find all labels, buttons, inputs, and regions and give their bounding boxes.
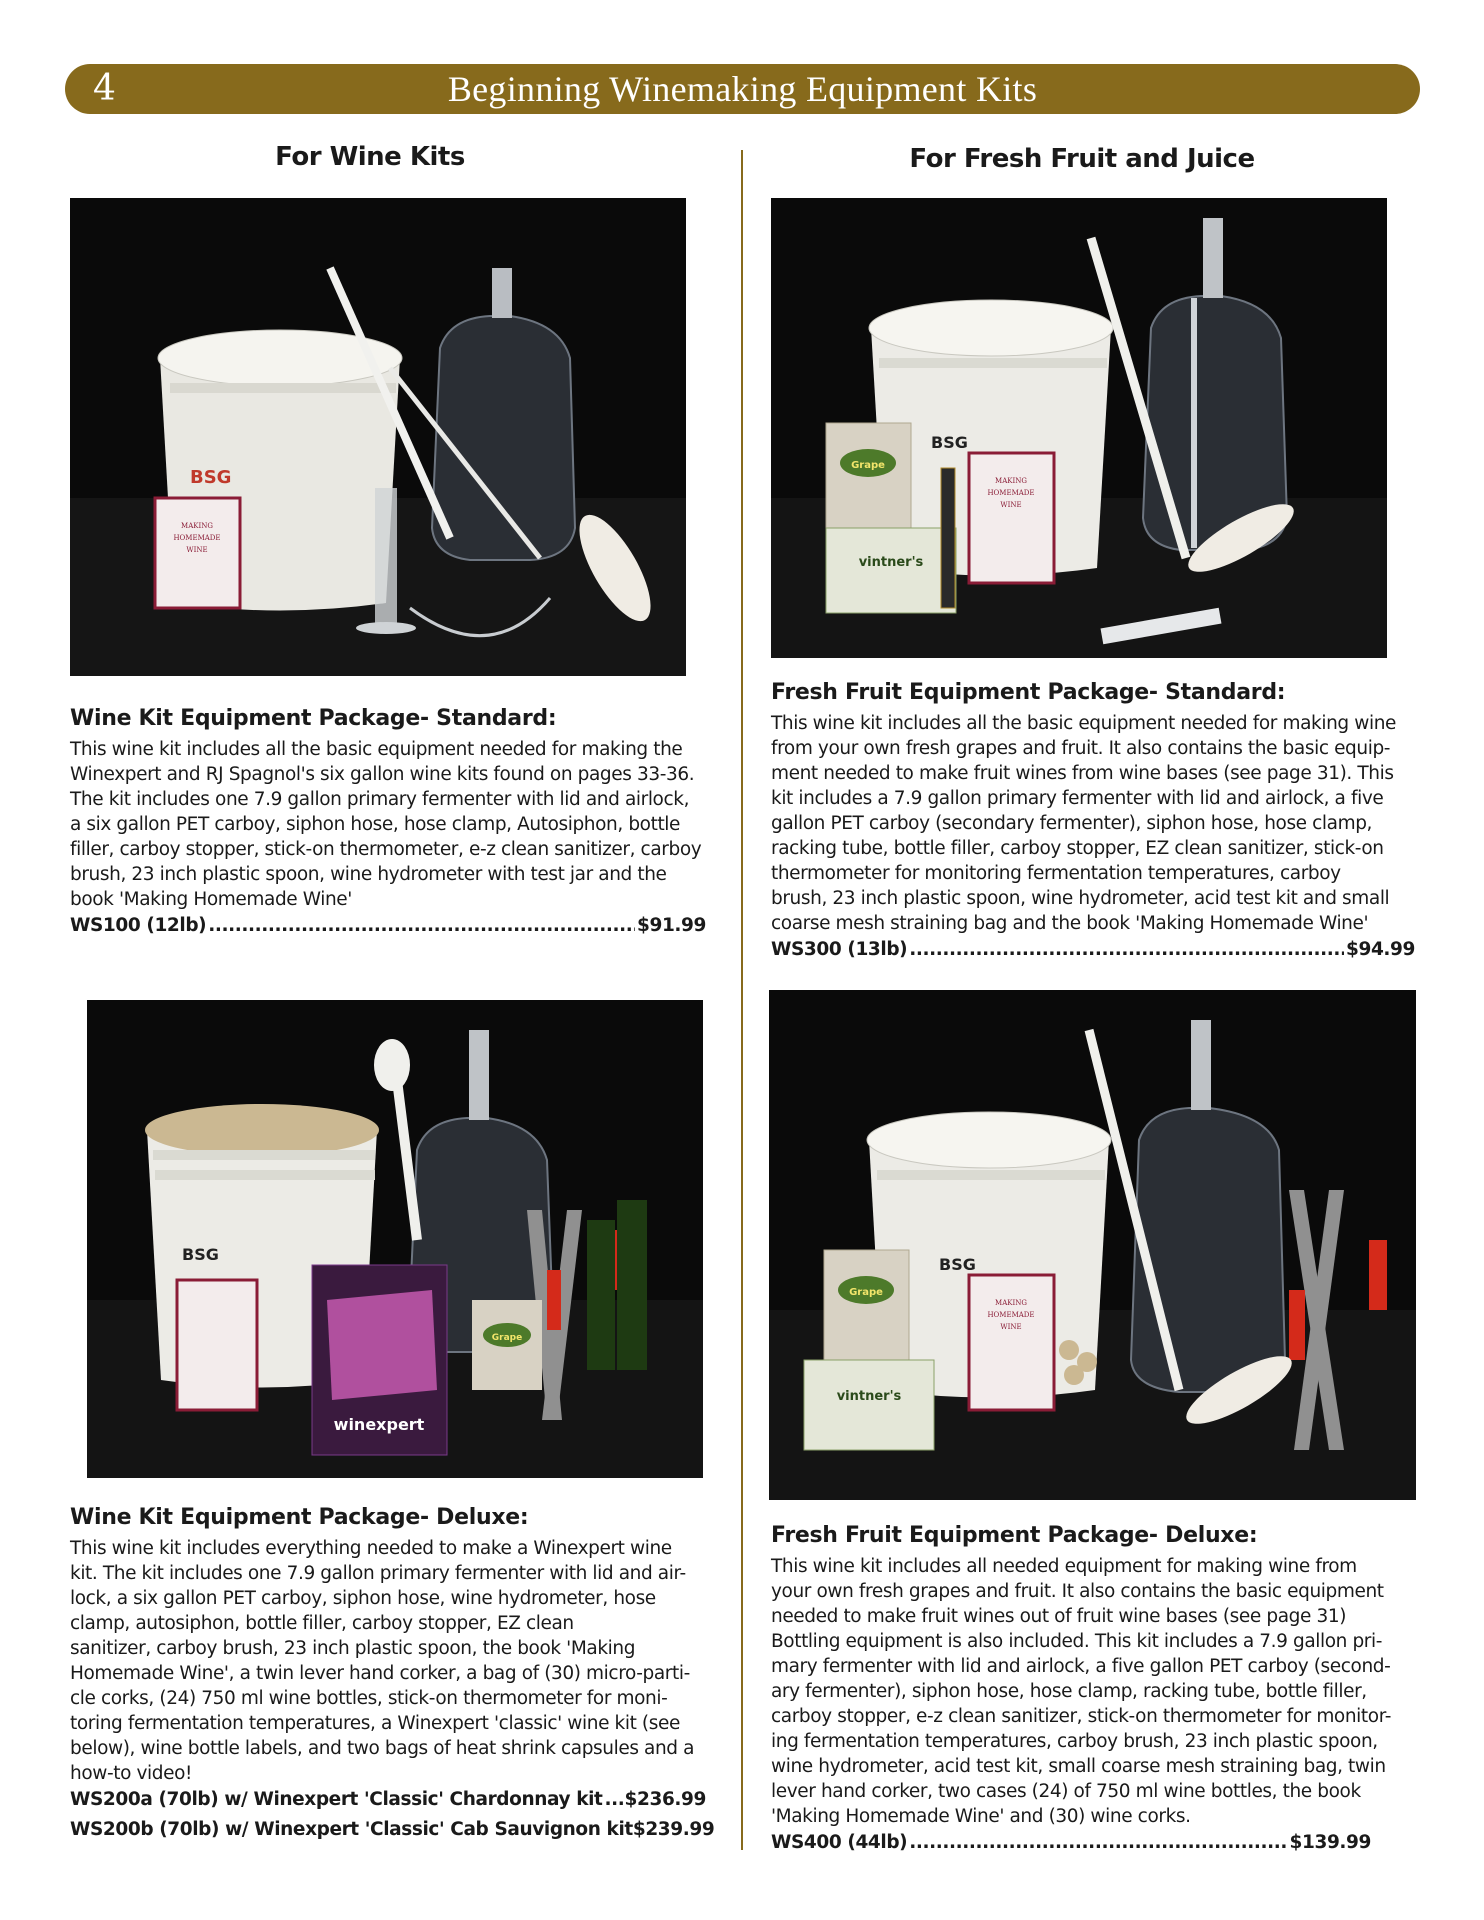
ws300-line: coarse mesh straining bag and the book 'Making Homemade Wine' — [771, 913, 1369, 934]
ws200-bucket-label: BSG — [182, 1245, 219, 1264]
ws300-bucket-label: BSG — [931, 433, 968, 452]
sku-code: WS300 (13lb) — [771, 939, 908, 960]
sku-code: WS200b (70lb) w/ Winexpert 'Classic' Cab Sauvignon kit — [70, 1819, 633, 1840]
ws200-line: cle corks, (24) 750 ml wine bottles, stick-on thermometer for moni- — [70, 1688, 668, 1709]
ws400-title: Fresh Fruit Equipment Package- Deluxe: — [771, 1523, 1258, 1548]
ws400-product-photo — [769, 990, 1416, 1500]
ws100-product — [70, 706, 720, 940]
ws200-title: Wine Kit Equipment Package- Deluxe: — [70, 1505, 529, 1530]
ws400-line: Bottling equipment is also included. This kit includes a 7.9 gallon pri- — [771, 1631, 1383, 1652]
ws400-line: mary fermenter with lid and airlock, a five gallon PET carboy (second- — [771, 1656, 1391, 1677]
column-divider — [741, 150, 743, 1850]
ws300-line: kit includes a 7.9 gallon primary fermenter with lid and airlock, a five — [771, 788, 1384, 809]
page-number: 4 — [93, 68, 116, 109]
ws100-line: Winexpert and RJ Spagnol's six gallon wine kits found on pages 33-36. — [70, 764, 695, 785]
ws200-line: This wine kit includes everything needed to make a Winexpert wine — [70, 1538, 672, 1559]
svg-text:MAKING: MAKING — [181, 522, 213, 530]
svg-text:HOMEMADE: HOMEMADE — [987, 489, 1035, 497]
sku-code: WS100 (12lb) — [70, 915, 207, 936]
ws400-line: 'Making Homemade Wine' and (30) wine corks. — [771, 1806, 1191, 1827]
ws200-product-photo — [87, 1000, 703, 1478]
ws100-line: filler, carboy stopper, stick-on thermometer, e-z clean sanitizer, carboy — [70, 839, 702, 860]
ws300-product-photo — [771, 198, 1387, 658]
ws400-bucket-label: BSG — [939, 1255, 976, 1274]
ws100-line: The kit includes one 7.9 gallon primary fermenter with lid and airlock, — [70, 789, 690, 810]
ws300-line: brush, 23 inch plastic spoon, wine hydrometer, acid test kit and small — [771, 888, 1390, 909]
ws400-line: wine hydrometer, acid test kit, small coarse mesh straining bag, twin — [771, 1756, 1386, 1777]
ws100-sku-row — [70, 912, 706, 940]
right-column-heading: For Fresh Fruit and Juice — [909, 144, 1255, 174]
ws400-line: lever hand corker, two cases (24) of 750 ml wine bottles, the book — [771, 1781, 1361, 1802]
ws100-line: a six gallon PET carboy, siphon hose, hose clamp, Autosiphon, bottle — [70, 814, 681, 835]
sku-code: WS400 (44lb) — [771, 1832, 908, 1853]
ws200-line: Homemade Wine', a twin lever hand corker, a bag of (30) micro-parti- — [70, 1663, 690, 1684]
ws300-sku-row — [771, 936, 1415, 964]
ws400-line: your own fresh grapes and fruit. It also contains the basic equipment — [771, 1581, 1384, 1602]
left-column-heading: For Wine Kits — [275, 142, 465, 172]
ws300-line: This wine kit includes all the basic equipment needed for making wine — [771, 713, 1397, 734]
sku-price: $239.99 — [632, 1819, 715, 1840]
svg-text:HOMEMADE: HOMEMADE — [173, 534, 221, 542]
ws400-line: needed to make fruit wines out of fruit wine bases (see page 31) — [771, 1606, 1347, 1627]
ws200-line: toring fermentation temperatures, a Winexpert 'classic' wine kit (see — [70, 1713, 680, 1734]
ws100-description — [70, 737, 720, 912]
ws400-sku-row — [771, 1829, 1371, 1857]
svg-text:WINE: WINE — [186, 546, 208, 554]
dot-leader — [605, 1786, 623, 1814]
ws100-product-photo — [70, 198, 686, 676]
sku-price: $236.99 — [624, 1789, 706, 1810]
sku-price: $91.99 — [637, 915, 706, 936]
ws300-box-label: vintner's — [858, 555, 924, 570]
svg-text:MAKING: MAKING — [995, 1299, 1027, 1307]
ws400-line: ing fermentation temperatures, carboy brush, 23 inch plastic spoon, — [771, 1731, 1378, 1752]
ws300-line: thermometer for monitoring fermentation temperatures, carboy — [771, 863, 1341, 884]
sku-price: $139.99 — [1289, 1832, 1371, 1853]
ws400-line: carboy stopper, e-z clean sanitizer, stick-on thermometer for monitor- — [771, 1706, 1391, 1727]
ws400-description — [771, 1554, 1431, 1829]
ws100-bucket-label: BSG — [190, 467, 232, 488]
ws400-bag-label: Grape — [849, 1287, 883, 1298]
ws400-box-label: vintner's — [836, 1389, 902, 1404]
ws400-line: This wine kit includes all needed equipment for making wine from — [771, 1556, 1357, 1577]
ws200-line: below), wine bottle labels, and two bags of heat shrink capsules and a — [70, 1738, 695, 1759]
svg-text:MAKING: MAKING — [995, 477, 1027, 485]
ws100-line: brush, 23 inch plastic spoon, wine hydrometer with test jar and the — [70, 864, 667, 885]
ws200-line: lock, a six gallon PET carboy, siphon hose, wine hydrometer, hose — [70, 1588, 656, 1609]
ws400-product — [771, 1523, 1431, 1857]
ws200-description — [70, 1536, 730, 1786]
ws300-line: ment needed to make fruit wines from wine bases (see page 31). This — [771, 763, 1394, 784]
page-title: Beginning Winemaking Equipment Kits — [447, 69, 1038, 109]
ws300-line: racking tube, bottle filler, carboy stopper, EZ clean sanitizer, stick-on — [771, 838, 1384, 859]
ws100-line: book 'Making Homemade Wine' — [70, 889, 352, 910]
dot-leader — [909, 1829, 1287, 1857]
ws200-line: how-to video! — [70, 1763, 193, 1784]
svg-text:WINE: WINE — [1000, 501, 1022, 509]
ws300-line: gallon PET carboy (secondary fermenter), siphon hose, hose clamp, — [771, 813, 1373, 834]
ws300-description — [771, 711, 1431, 936]
ws300-bag-label: Grape — [851, 460, 885, 471]
ws200-line: sanitizer, carboy brush, 23 inch plastic spoon, the book 'Making — [70, 1638, 636, 1659]
ws300-line: from your own fresh grapes and fruit. It also contains the basic equip- — [771, 738, 1391, 759]
ws200-line: kit. The kit includes one 7.9 gallon primary fermenter with lid and air- — [70, 1563, 686, 1584]
sku-code: WS200a (70lb) w/ Winexpert 'Classic' Chardonnay kit — [70, 1789, 603, 1810]
svg-text:HOMEMADE: HOMEMADE — [987, 1311, 1035, 1319]
ws200-line: clamp, autosiphon, bottle filler, carboy stopper, EZ clean — [70, 1613, 574, 1634]
svg-text:WINE: WINE — [1000, 1323, 1022, 1331]
ws300-product — [771, 680, 1431, 964]
ws100-line: This wine kit includes all the basic equipment needed for making the — [70, 739, 683, 760]
dot-leader — [909, 936, 1344, 964]
ws200b-sku-row — [70, 1816, 715, 1844]
ws300-title: Fresh Fruit Equipment Package- Standard: — [771, 680, 1286, 705]
dot-leader — [208, 912, 635, 940]
ws400-line: ary fermenter), siphon hose, hose clamp, racking tube, bottle filler, — [771, 1681, 1367, 1702]
ws100-title: Wine Kit Equipment Package- Standard: — [70, 706, 557, 731]
ws200-bag-label: Grape — [491, 1333, 523, 1343]
page-header-banner — [65, 64, 1420, 114]
ws200-box-label: winexpert — [333, 1415, 425, 1434]
sku-price: $94.99 — [1346, 939, 1415, 960]
ws200-product — [70, 1505, 730, 1844]
ws200a-sku-row — [70, 1786, 706, 1814]
